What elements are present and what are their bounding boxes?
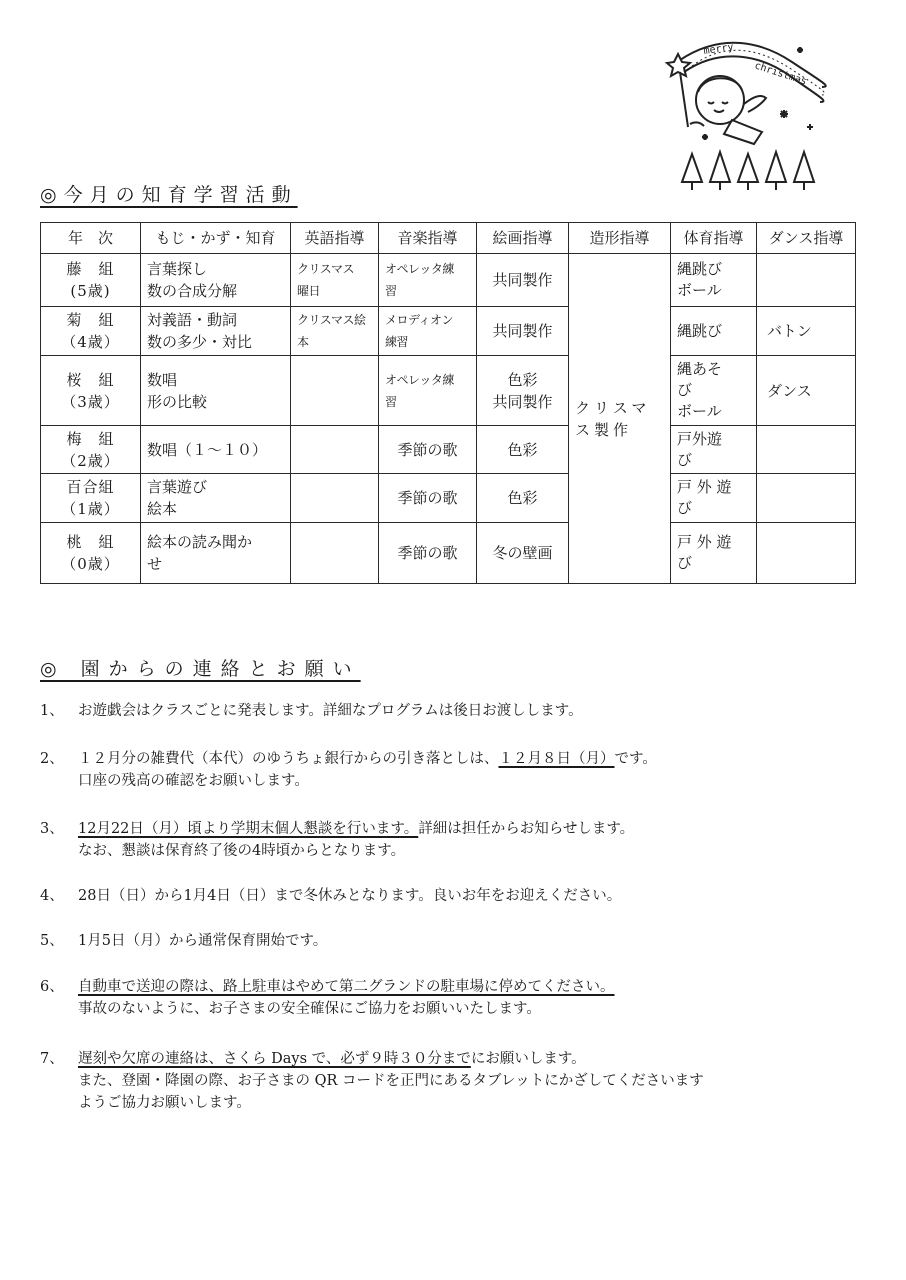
cell-line: クリスマス絵 [297,313,366,327]
notice-text: 1月5日（月）から通常保育開始です。 [78,933,328,949]
class-cell [41,426,141,474]
eigo-cell [291,254,379,307]
header-ongaku: 音楽指導 [379,223,477,254]
christmas-angel-illustration [662,32,842,197]
kaiga-cell [477,474,569,523]
class-age: （4歳） [61,333,120,351]
table-row [41,474,856,523]
cell-line: 形の比較 [147,392,208,411]
cell-line: 数の合成分解 [147,282,238,300]
class-age: （3歳） [61,392,120,411]
dance-cell [757,254,856,307]
notice-item [40,700,583,722]
cell-line: 数の多少・対比 [147,333,253,351]
class-age: （0歳） [61,555,120,573]
taiiku-cell [671,426,757,474]
moji-cell [141,474,291,523]
cell-line: 共同製作 [492,392,553,411]
cell-line: クリスマス [297,262,355,276]
cell-line: 季節の歌 [397,440,458,459]
cell-line: 絵本 [147,500,178,518]
dance-cell [757,307,856,356]
notice-text: １２月分の雑費代（本代）のゆうちょ銀行からの引き落としは、 [78,751,499,767]
banner-merry: merry [702,41,735,57]
taiiku-cell [671,474,757,523]
cell-line: 習 [385,394,397,409]
notice-emphasis: 12月22日（月）頃より学期末個人懇談を行います。 [78,821,419,837]
notice-number: 3、 [40,821,64,837]
cell-line: び [677,499,693,517]
notice-item [40,748,657,792]
moji-cell [141,254,291,307]
zokei-text: クリスマス製作 [575,398,651,439]
banner-christmas: christmas [753,60,809,88]
class-cell [41,356,141,426]
eigo-cell [291,523,379,584]
notice-item [40,930,327,952]
notice-number: 6、 [40,979,64,995]
moji-cell [141,356,291,426]
notice-item [40,1048,704,1114]
table-header-row [41,223,856,254]
class-name: 菊 組 [66,311,115,329]
cell-line: 色彩 [507,440,538,459]
cell-line: 冬の壁画 [492,544,553,562]
cell-line: 習 [385,284,397,298]
eigo-cell [291,474,379,523]
cell-line: 縄跳び [677,260,723,278]
eigo-cell [291,307,379,356]
notice-subline: 事故のないように、お子さまの安全確保にご協力をお願いいたします。 [78,1001,541,1017]
cell-line: 縄跳び [677,321,723,340]
notice-number: 5、 [40,933,64,949]
table-row [41,307,856,356]
ongaku-cell [379,523,477,584]
notice-number: 1、 [40,703,64,719]
notice-item [40,818,634,862]
moji-cell [141,426,291,474]
notice-text: 詳細は担任からお知らせします。 [418,821,635,837]
section-title-notices: ◎ 園からの連絡とお願い [40,658,361,680]
cell-line: び [677,554,693,572]
dance-cell [757,474,856,523]
dance-cell [757,356,856,426]
cell-line: 戸 外 遊 [677,478,732,496]
class-name: 梅 組 [66,429,115,448]
table-row [41,523,856,584]
class-name: 桃 組 [66,533,115,551]
cell-line: せ [147,555,163,573]
header-moji: もじ・かず・知育 [141,223,291,254]
cell-line: 言葉遊び [147,478,208,496]
moji-cell [141,307,291,356]
cell-line: 対義語・動詞 [147,311,238,329]
header-zokei: 造形指導 [569,223,671,254]
kaiga-cell [477,356,569,426]
cell-line: オペレッタ練 [385,262,454,276]
class-cell [41,523,141,584]
dance-cell [757,523,856,584]
class-cell [41,307,141,356]
notice-text: です。 [614,751,657,767]
class-cell [41,474,141,523]
table-row [41,254,856,307]
cell-line: 曜日 [297,284,321,298]
kaiga-cell [477,307,569,356]
notice-number: 2、 [40,751,64,767]
cell-line: 数唱（１～１０） [147,440,268,459]
table-row [41,426,856,474]
cell-line: オペレッタ練 [385,372,454,387]
class-name: 百合組 [66,478,115,496]
class-cell [41,254,141,307]
cell-line: 季節の歌 [397,489,458,507]
dance-cell [757,426,856,474]
class-name: 桜 組 [66,370,115,389]
cell-line: 季節の歌 [397,544,458,562]
notice-text: 28日（日）から1月4日（日）まで冬休みとなります。良いお年をお迎えください。 [78,888,622,904]
cell-line: 言葉探し [147,260,208,278]
eigo-cell [291,426,379,474]
cell-line: 数唱 [147,370,178,389]
cell-line: メロディオン [385,313,454,327]
ongaku-cell [379,307,477,356]
taiiku-cell [671,307,757,356]
kaiga-cell [477,523,569,584]
notice-item [40,976,615,1020]
cell-line: ボール [677,281,722,299]
ongaku-cell [379,356,477,426]
ongaku-cell [379,426,477,474]
cell-line: 色彩 [507,370,538,389]
header-year: 年 次 [41,223,141,254]
cell-line: ボール [677,402,722,420]
ongaku-cell [379,474,477,523]
taiiku-cell [671,523,757,584]
notice-emphasis: 遅刻や欠席の連絡は、さくら Days で、必ず９時３０分まで [78,1051,471,1067]
cell-line: び [677,450,693,469]
notice-text: お遊戯会はクラスごとに発表します。詳細なプログラムは後日お渡しします。 [78,703,583,719]
moji-cell [141,523,291,584]
notice-item [40,885,621,907]
kaiga-cell [477,254,569,307]
cell-line: 共同製作 [492,322,553,340]
section-title-learning-activities: ◎今月の知育学習活動 [40,184,298,206]
cell-line: 絵本の読み聞か [147,533,253,551]
activities-table [40,222,856,584]
notice-text: にお願いします。 [470,1051,586,1067]
notice-number: 7、 [40,1051,64,1067]
taiiku-cell [671,356,757,426]
cell-line: バトン [767,322,812,340]
header-kaiga: 絵画指導 [477,223,569,254]
notice-subline: また、登園・降園の際、お子さまの QR コードを正門にあるタブレットにかざしてくださいます [78,1073,704,1089]
cell-line: ダンス [767,381,812,400]
class-age: （1歳） [61,500,120,518]
cell-line: 縄あそ [677,360,723,378]
cell-line: 戸外遊 [677,429,723,448]
cell-line: び [677,381,693,399]
header-dance: ダンス指導 [757,223,856,254]
notice-subline: なお、懇談は保育終了後の4時頃からとなります。 [78,843,406,859]
cell-line: 共同製作 [492,271,553,289]
kaiga-cell [477,426,569,474]
notice-subline: ようご協力お願いします。 [78,1095,251,1111]
eigo-cell [291,356,379,426]
notice-number: 4、 [40,888,64,904]
notice-subline: 口座の残高の確認をお願いします。 [78,773,309,789]
notice-emphasis: １２月８日（月） [498,751,615,767]
class-age: （2歳） [61,451,120,470]
cell-line: 戸 外 遊 [677,533,732,551]
ongaku-cell [379,254,477,307]
class-name: 藤 組 [66,260,115,278]
notice-emphasis: 自動車で送迎の際は、路上駐車はやめて第二グランドの駐車場に停めてください。 [78,979,615,995]
table-row [41,356,856,426]
header-eigo: 英語指導 [291,223,379,254]
cell-line: 色彩 [507,489,538,507]
zokei-cell [569,254,671,584]
class-age: (5歳) [70,282,111,300]
taiiku-cell [671,254,757,307]
cell-line: 本 [297,335,309,349]
cell-line: 練習 [385,335,409,349]
header-taiiku: 体育指導 [671,223,757,254]
